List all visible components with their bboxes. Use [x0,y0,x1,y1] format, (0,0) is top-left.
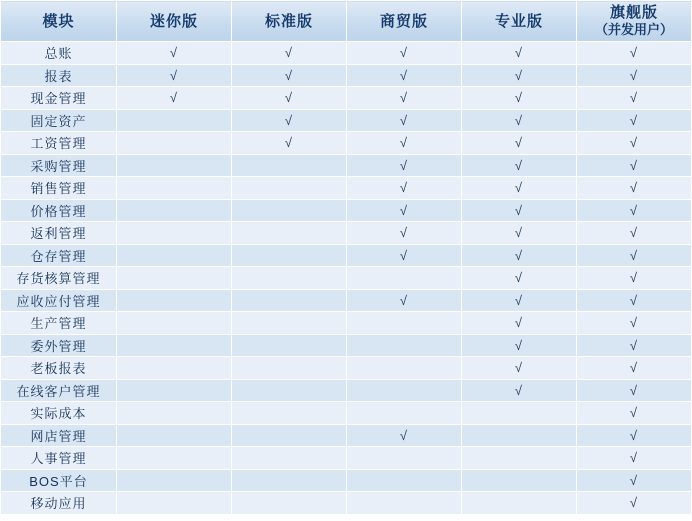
availability-cell [117,357,232,380]
availability-cell [347,244,462,267]
availability-cell [577,402,692,425]
availability-cell [462,42,577,65]
table-row [1,87,692,110]
module-name-cell: 现金管理 [1,87,117,110]
check-icon: √ [629,112,639,128]
module-name-cell: 总账 [1,42,117,65]
check-icon: √ [284,112,294,128]
availability-cell [577,334,692,357]
check-icon: √ [169,45,179,61]
availability-cell [577,357,692,380]
availability-cell [577,447,692,470]
availability-cell [462,357,577,380]
availability-cell [347,312,462,335]
check-icon: √ [514,45,524,61]
table-body [1,42,692,515]
availability-cell [347,424,462,447]
check-icon: √ [514,315,524,331]
availability-cell [347,402,462,425]
table-row [1,492,692,515]
availability-cell [117,334,232,357]
availability-cell [232,109,347,132]
table-row [1,469,692,492]
availability-cell [462,177,577,200]
check-icon: √ [284,135,294,151]
module-name-cell: 工资管理 [1,132,117,155]
availability-cell [117,379,232,402]
table-row [1,199,692,222]
module-name-cell: 报表 [1,64,117,87]
check-icon: √ [514,292,524,308]
availability-cell [462,132,577,155]
check-icon: √ [514,67,524,83]
column-header-flagship-label: 旗舰版 [609,4,658,21]
availability-cell [117,177,232,200]
availability-cell [577,87,692,110]
availability-cell [462,402,577,425]
availability-cell [462,334,577,357]
availability-cell [347,469,462,492]
check-icon: √ [284,67,294,83]
module-name-cell: BOS平台 [1,469,117,492]
availability-cell [347,357,462,380]
column-header-flagship [577,1,692,42]
check-icon: √ [399,135,409,151]
check-icon: √ [399,247,409,263]
check-icon: √ [514,270,524,286]
availability-cell [232,87,347,110]
availability-cell [347,379,462,402]
module-name-cell: 销售管理 [1,177,117,200]
header-row [1,1,692,42]
column-header-standard [232,1,347,42]
table-row [1,177,692,200]
check-icon: √ [629,405,639,421]
check-icon: √ [399,45,409,61]
module-name-cell: 委外管理 [1,334,117,357]
check-icon: √ [629,180,639,196]
availability-cell [462,199,577,222]
check-icon: √ [399,112,409,128]
availability-cell [117,447,232,470]
availability-cell [347,87,462,110]
availability-cell [232,447,347,470]
availability-cell [232,357,347,380]
availability-cell [462,424,577,447]
availability-cell [117,132,232,155]
check-icon: √ [629,45,639,61]
table-row [1,289,692,312]
table-row [1,334,692,357]
table-row [1,42,692,65]
availability-cell [577,312,692,335]
module-name-cell: 仓存管理 [1,244,117,267]
table-row [1,244,692,267]
availability-cell [347,492,462,515]
availability-cell [462,312,577,335]
availability-cell [117,312,232,335]
table-row [1,424,692,447]
column-header-trade-label: 商贸版 [379,12,428,30]
availability-cell [117,402,232,425]
column-header-mini [117,1,232,42]
availability-cell [347,447,462,470]
module-name-cell: 采购管理 [1,154,117,177]
module-name-cell: 移动应用 [1,492,117,515]
availability-cell [462,154,577,177]
availability-cell [462,469,577,492]
table-row [1,222,692,245]
availability-cell [347,109,462,132]
table-row [1,109,692,132]
column-header-professional-label: 专业版 [494,12,543,30]
availability-cell [117,154,232,177]
availability-cell [347,177,462,200]
availability-cell [117,64,232,87]
availability-cell [462,109,577,132]
check-icon: √ [629,495,639,511]
check-icon: √ [629,450,639,466]
availability-cell [347,222,462,245]
check-icon: √ [629,427,639,443]
check-icon: √ [514,225,524,241]
availability-cell [232,402,347,425]
availability-cell [347,132,462,155]
module-name-cell: 在线客户管理 [1,379,117,402]
availability-cell [577,199,692,222]
availability-cell [577,64,692,87]
availability-cell [232,132,347,155]
check-icon: √ [514,247,524,263]
availability-cell [347,64,462,87]
check-icon: √ [399,157,409,173]
check-icon: √ [629,157,639,173]
availability-cell [577,492,692,515]
module-name-cell: 老板报表 [1,357,117,380]
check-icon: √ [284,90,294,106]
availability-cell [232,492,347,515]
check-icon: √ [284,45,294,61]
table-row [1,447,692,470]
module-name-cell: 人事管理 [1,447,117,470]
availability-cell [577,424,692,447]
check-icon: √ [629,472,639,488]
availability-cell [462,64,577,87]
availability-cell [117,109,232,132]
column-header-standard-label: 标准版 [264,12,313,30]
check-icon: √ [514,382,524,398]
availability-cell [577,132,692,155]
availability-cell [232,222,347,245]
availability-cell [117,244,232,267]
availability-cell [577,222,692,245]
availability-cell [117,267,232,290]
check-icon: √ [169,67,179,83]
availability-cell [577,154,692,177]
availability-cell [232,267,347,290]
availability-cell [577,42,692,65]
check-icon: √ [629,315,639,331]
check-icon: √ [629,90,639,106]
availability-cell [117,289,232,312]
availability-cell [577,379,692,402]
check-icon: √ [169,90,179,106]
availability-cell [232,154,347,177]
check-icon: √ [514,90,524,106]
availability-cell [577,267,692,290]
availability-cell [232,379,347,402]
table-row [1,64,692,87]
availability-cell [462,244,577,267]
availability-cell [462,87,577,110]
check-icon: √ [629,202,639,218]
check-icon: √ [514,135,524,151]
table-row [1,402,692,425]
module-name-cell: 返利管理 [1,222,117,245]
availability-cell [577,244,692,267]
availability-cell [462,222,577,245]
availability-cell [117,199,232,222]
module-name-cell: 存货核算管理 [1,267,117,290]
availability-cell [232,424,347,447]
table-header [1,1,692,42]
availability-cell [347,154,462,177]
availability-cell [232,42,347,65]
availability-cell [577,469,692,492]
availability-cell [232,469,347,492]
check-icon: √ [629,382,639,398]
check-icon: √ [399,225,409,241]
module-name-cell: 实际成本 [1,402,117,425]
availability-cell [117,492,232,515]
availability-cell [577,289,692,312]
column-header-trade [347,1,462,42]
check-icon: √ [514,180,524,196]
check-icon: √ [514,360,524,376]
check-icon: √ [629,67,639,83]
check-icon: √ [399,90,409,106]
table-row [1,312,692,335]
table-row [1,132,692,155]
availability-cell [117,87,232,110]
check-icon: √ [629,247,639,263]
availability-cell [462,492,577,515]
availability-cell [117,42,232,65]
column-header-module-label: 模块 [42,12,75,30]
check-icon: √ [399,67,409,83]
check-icon: √ [629,360,639,376]
availability-cell [117,222,232,245]
availability-cell [232,312,347,335]
check-icon: √ [629,135,639,151]
availability-cell [117,424,232,447]
availability-cell [577,109,692,132]
column-header-flagship-sublabel: （并发用户） [594,22,673,37]
check-icon: √ [399,427,409,443]
column-header-mini-label: 迷你版 [149,12,198,30]
check-icon: √ [399,180,409,196]
availability-cell [577,177,692,200]
availability-cell [347,199,462,222]
check-icon: √ [514,157,524,173]
availability-cell [232,177,347,200]
check-icon: √ [629,292,639,308]
column-header-module [1,1,117,42]
table-row [1,267,692,290]
availability-cell [232,244,347,267]
column-header-professional [462,1,577,42]
availability-cell [462,267,577,290]
availability-cell [232,289,347,312]
availability-cell [232,199,347,222]
module-name-cell: 生产管理 [1,312,117,335]
availability-cell [232,334,347,357]
availability-cell [347,334,462,357]
check-icon: √ [514,202,524,218]
availability-cell [462,379,577,402]
availability-cell [232,64,347,87]
check-icon: √ [629,270,639,286]
table-row [1,154,692,177]
check-icon: √ [629,337,639,353]
module-name-cell: 价格管理 [1,199,117,222]
table-row [1,379,692,402]
module-name-cell: 网店管理 [1,424,117,447]
module-name-cell: 应收应付管理 [1,289,117,312]
availability-cell [347,42,462,65]
check-icon: √ [399,202,409,218]
table-row [1,357,692,380]
check-icon: √ [399,292,409,308]
availability-cell [347,289,462,312]
availability-cell [462,447,577,470]
check-icon: √ [514,112,524,128]
availability-cell [117,469,232,492]
availability-cell [462,289,577,312]
availability-cell [347,267,462,290]
module-name-cell: 固定资产 [1,109,117,132]
check-icon: √ [514,337,524,353]
check-icon: √ [629,225,639,241]
